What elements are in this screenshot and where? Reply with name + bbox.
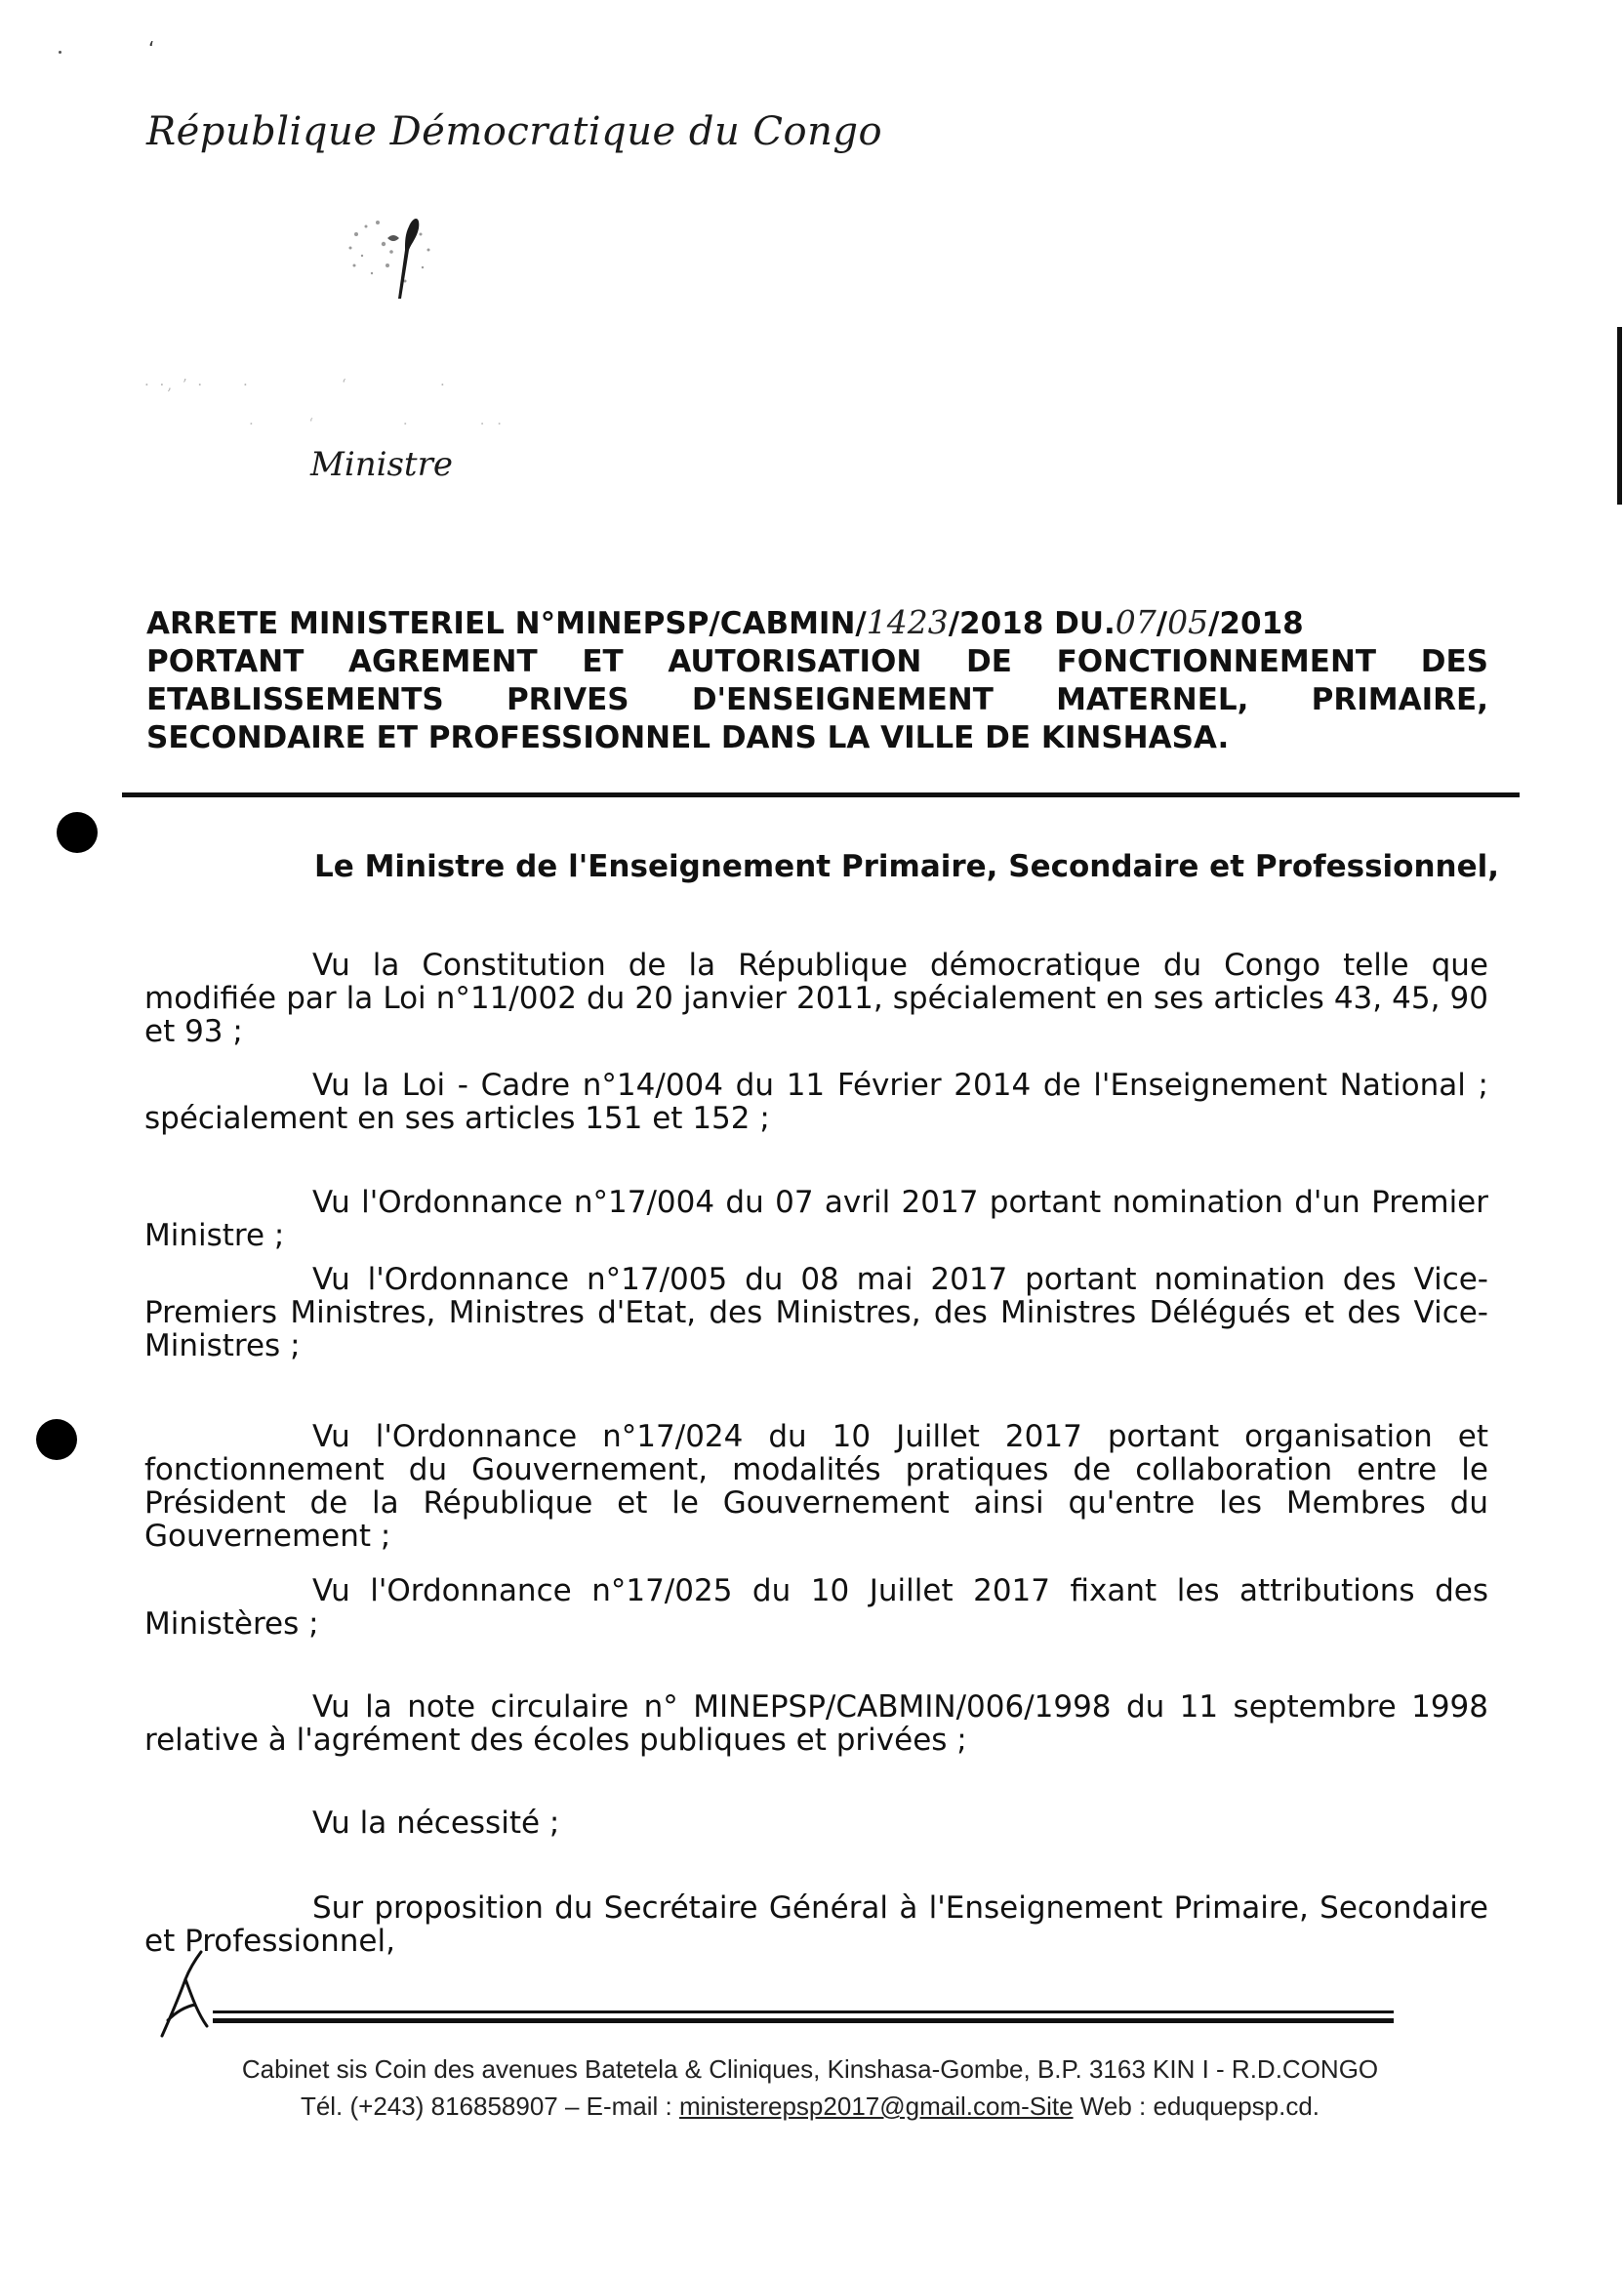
scan-edge-mark <box>1617 327 1622 505</box>
arrete-word: PRIVES <box>506 682 629 717</box>
handwritten-day: 07 <box>1115 603 1157 641</box>
arrete-word: D'ENSEIGNEMENT <box>691 682 994 717</box>
handwritten-number: 1423 <box>866 603 949 641</box>
footer-divider <box>213 2010 1394 2013</box>
arrete-word: AGREMENT <box>348 644 538 679</box>
visa-paragraph: Vu la note circulaire n° MINEPSP/CABMIN/006/1998 du 11 septembre 1998 relative à l'agrément des écoles publiques et privées ; <box>144 1689 1488 1758</box>
visa-paragraph: Sur proposition du Secrétaire Général à l'Enseignement Primaire, Secondaire et Professionnel, <box>144 1890 1488 1959</box>
letterhead-office: Ministre <box>310 445 453 484</box>
arrete-line-4 <box>146 719 1488 757</box>
visa-paragraph: Vu l'Ordonnance n°17/005 du 08 mai 2017 portant nomination des Vice-Premiers Ministres, Ministres d'Etat, des Ministres, des Ministres Délégués et des Vice-Ministres ; <box>144 1262 1488 1363</box>
footer-website: Web : eduquepsp.cd. <box>1073 2091 1320 2121</box>
punch-hole <box>57 812 98 853</box>
arrete-word: DES <box>1420 644 1488 679</box>
faint-scan-text: · ‘ · · · <box>249 415 507 432</box>
arrete-word: PORTANT <box>146 644 304 679</box>
arrete-year-end: /2018 <box>1208 606 1304 641</box>
footer-contact <box>146 2091 1474 2122</box>
arrete-word: ETABLISSEMENTS <box>146 682 444 717</box>
arrete-prefix: ARRETE MINISTERIEL N°MINEPSP/CABMIN/ <box>146 606 867 641</box>
arrete-word: PRIMAIRE, <box>1311 682 1488 717</box>
arrete-heading <box>146 603 1488 757</box>
heading-divider <box>122 792 1520 797</box>
footer-address: Cabinet sis Coin des avenues Batetela & Cliniques, Kinshasa-Gombe, B.P. 3163 KIN I - R.D.CONGO <box>241 2054 1379 2084</box>
arrete-line-4-text: SECONDAIRE ET PROFESSIONNEL DANS LA VILLE DE KINSHASA. <box>146 720 1230 755</box>
scan-dot <box>59 51 61 54</box>
coat-of-arms-emblem <box>327 205 464 312</box>
punch-hole <box>36 1419 77 1460</box>
visa-paragraph: Vu l'Ordonnance n°17/024 du 10 Juillet 2017 portant organisation et fonctionnement du Gouvernement, modalités pratiques de collaboration entre le Président de la République et le Gouvernement ainsi qu'entre les Membres du Gouvernement ; <box>144 1419 1488 1554</box>
arrete-line-1: ARRETE MINISTERIEL N°MINEPSP/CABMIN/1423/2018 DU.07/05/2018 <box>146 603 1304 641</box>
visa-paragraph: Vu la Constitution de la République démocratique du Congo telle que modifiée par la Loi n°11/002 du 20 janvier 2011, spécialement en ses articles 43, 45, 90 et 93 ; <box>144 948 1488 1049</box>
handwritten-initial <box>156 1950 215 2040</box>
arrete-word: FONCTIONNEMENT <box>1056 644 1377 679</box>
visa-paragraph: Vu la nécessité ; <box>312 1806 560 1841</box>
arrete-word: DE <box>966 644 1012 679</box>
faint-scan-text: · ·‚ ’ · · ‘ · <box>144 376 448 393</box>
footer-phone: Tél. (+243) 816858907 – E-mail : <box>300 2091 679 2121</box>
arrete-word: MATERNEL, <box>1056 682 1249 717</box>
footer-email-link[interactable]: ministerepsp2017@gmail.com-Site <box>679 2091 1074 2121</box>
visa-paragraph: Vu l'Ordonnance n°17/025 du 10 Juillet 2017 fixant les attributions des Ministères ; <box>144 1573 1488 1642</box>
visa-paragraph: Vu l'Ordonnance n°17/004 du 07 avril 2017 portant nomination d'un Premier Ministre ; <box>144 1185 1488 1253</box>
arrete-year: /2018 DU. <box>948 606 1116 641</box>
arrete-word: AUTORISATION <box>668 644 922 679</box>
handwritten-month: 05 <box>1167 603 1209 641</box>
letterhead-country: République Démocratique du Congo <box>146 109 883 154</box>
arrete-line-2 <box>146 643 1488 681</box>
minister-title: Le Ministre de l'Enseignement Primaire, Secondaire et Professionnel, <box>314 849 1500 884</box>
scan-mark: ‘ <box>148 37 155 61</box>
visa-paragraph: Vu la Loi - Cadre n°14/004 du 11 Février 2014 de l'Enseignement National ; spécialement en ses articles 151 et 152 ; <box>144 1068 1488 1136</box>
footer-divider <box>213 2018 1394 2023</box>
arrete-word: ET <box>582 644 624 679</box>
arrete-line-3 <box>146 681 1488 719</box>
